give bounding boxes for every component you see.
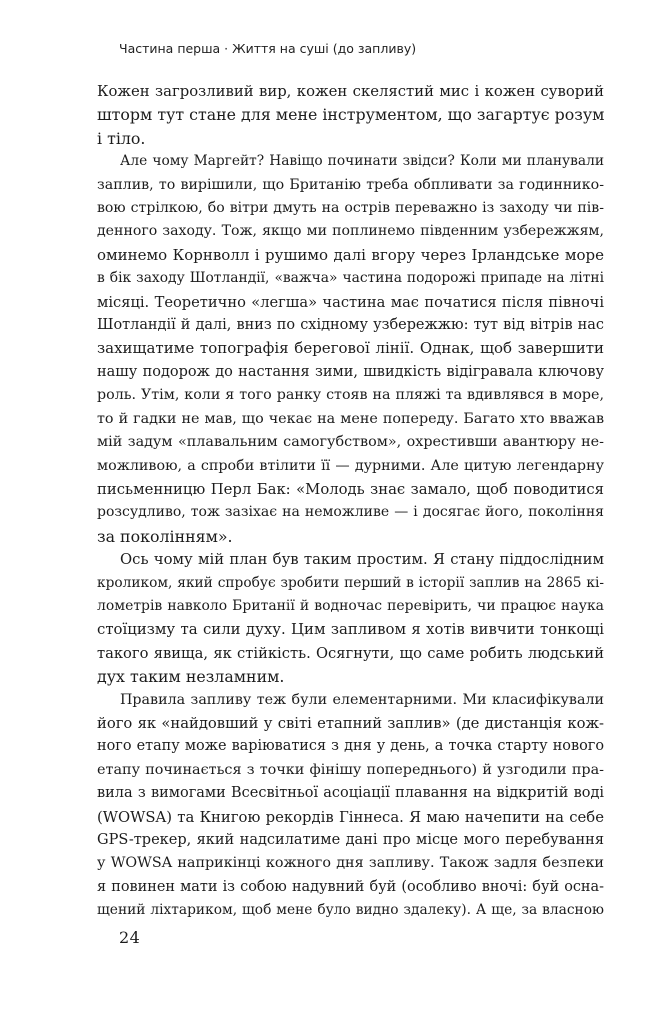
text-line: Шотландії й далі, вниз по східному узбережжю: тут від вітрів нас [97,317,604,334]
paragraph [97,548,604,688]
text-line: можливою, а спроби втілити її — дурними. Але цитую легендарну [97,457,604,474]
text-line: денного заходу. Тож, якщо ми поплинемо південним узбережжям, [97,223,604,240]
text-line: вою стрілкою, бо вітри дмуть на острів переважно із заходу чи пів- [97,200,604,217]
text-line: місяці. Теоретично «легша» частина має початися після півночі [97,293,604,311]
text-line: то й гадки не мав, що чекає на мене попереду. Багато хто вважав [97,410,604,427]
text-line: стоїцизму та сили духу. Цим запливом я хотів вивчити тонкощі [97,620,604,639]
paragraph [97,80,604,150]
body-text [97,80,604,923]
text-line: дух таким незламним. [97,667,285,687]
text-line: у WOWSA наприкінці кожного дня запливу. Також задля безпеки [97,855,604,872]
text-line: заплив, то вирішили, що Британію треба обпливати за годиннико- [97,176,604,193]
text-line: його як «найдовший у світі етапний заплив» (де дистанція кож- [97,714,604,732]
text-line: і тіло. [97,128,146,148]
text-line: ного етапу може варіюватися з дня у день, а точка старту нового [97,738,604,755]
paragraph [97,689,604,923]
text-line: (WOWSA) та Книгою рекордів Гіннеса. Я маю начепити на себе [97,808,604,826]
text-line: щений ліхтариком, щоб мене було видно здалеку). А ще, за власною [97,902,604,919]
text-line: Правила запливу теж були елементарними. Ми класифікували [120,691,604,708]
page-number: 24 [119,928,141,947]
text-line: в бік заходу Шотландії, «важча» частина подорожі припаде на літні [97,270,604,287]
text-line: письменницю Перл Бак: «Молодь знає замало, щоб поводитися [97,480,604,498]
text-line: шторм тут стане для мене інструментом, що загартує розум [97,105,605,125]
paragraph [97,150,604,548]
text-line: такого явища, як стійкість. Осягнути, що саме робить людський [97,644,604,662]
text-line: етапу починається з точки фінішу попереднього) й узгодили пра- [97,761,604,778]
text-line: Але чому Маргейт? Навіщо починати звідси? Коли ми планували [120,153,604,170]
text-line: захищатиме топографія берегової лінії. Однак, щоб завершити [97,339,604,358]
running-header: Частина перша · Життя на суші (до запливу) [119,41,417,56]
text-line: нашу подорож до настання зими, швидкість відігравала ключову [97,363,604,380]
text-line: вила з вимогами Всесвітньої асоціації плавання на відкритій воді [97,785,604,802]
text-line: Ось чому мій план був таким простим. Я стану піддослідним [120,551,604,569]
text-line: мій задум «плавальним самогубством», охрестивши авантюру не- [97,434,604,451]
text-line: за поколінням». [97,526,233,546]
text-line: Кожен загрозливий вир, кожен скелястий мис і кожен суворий [97,83,604,100]
text-line: GPS-трекер, який надсилатиме дані про місце мого перебування [97,832,604,848]
text-line: кроликом, який спробує зробити перший в історії заплив на 2865 кі- [97,574,604,591]
text-line: я повинен мати із собою надувний буй (особливо вночі: буй осна- [97,878,604,895]
text-line: роль. Утім, коли я того ранку стояв на пляжі та вдивлявся в море, [97,387,604,404]
text-line: розсудливо, тож зазіхає на неможливе — і досягає його, покоління [97,504,604,521]
text-line: оминемо Корнволл і рушимо далі вгору через Ірландське море [97,245,604,264]
text-line: лометрів навколо Британії й водночас перевірить, чи працює наука [97,597,604,614]
